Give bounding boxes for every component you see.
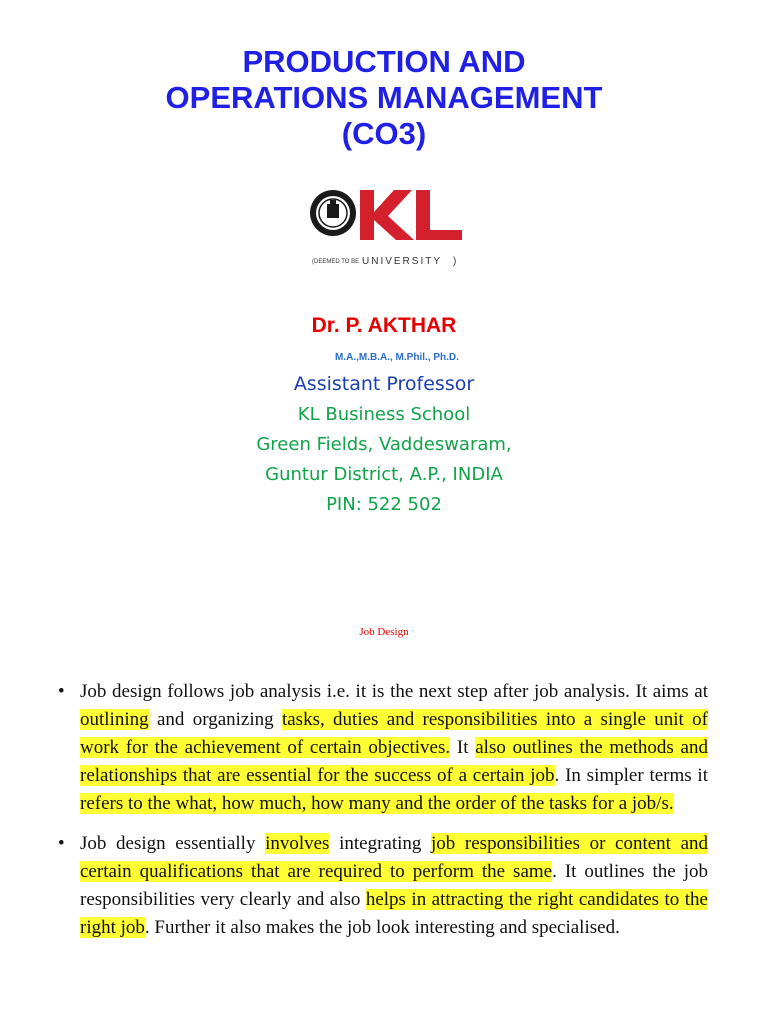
bullet-text: and organizing <box>148 709 282 730</box>
bullet-list <box>56 678 708 954</box>
author-role: Assistant Professor <box>293 373 475 395</box>
author-school: KL Business School <box>297 404 471 425</box>
highlighted-text: also outlines the methods and relationships that are essential for the success of a certain job <box>80 737 708 786</box>
highlighted-text: tasks, duties and responsibilities into a single unit of work for the achievement of certain objectives. <box>80 709 708 758</box>
title-line-3: (CO3) <box>341 116 427 151</box>
title-line-1: PRODUCTION AND <box>242 44 526 79</box>
logo-deemed-text: (DEEMED TO BE <box>312 259 360 265</box>
logo-paren-text: ) <box>453 256 457 267</box>
logo-university-text: UNIVERSITY <box>362 256 443 267</box>
highlighted-text: involves <box>265 833 330 854</box>
bullet-text: Job design essentially <box>80 833 266 854</box>
bullet-text: integrating <box>329 833 432 854</box>
kl-university-logo <box>308 184 464 270</box>
author-name: Dr. P. AKTHAR <box>311 314 457 337</box>
bullet-text: . Further it also makes the job look interesting and specialised. <box>144 917 620 938</box>
highlighted-text: job responsibilities or content and certain qualifications that are required to perform the same <box>80 833 709 882</box>
author-pin: PIN: 522 502 <box>326 494 442 515</box>
bullet-text: Job design follows job analysis i.e. it is the next step after job analysis. It aims at <box>80 681 708 702</box>
bullet-item-2 <box>56 830 708 942</box>
bullet-text: . In simpler terms it <box>554 765 708 786</box>
highlighted-text: outlining <box>80 709 149 730</box>
section-title: Job Design <box>359 626 409 638</box>
author-degrees: M.A.,M.B.A., M.Phil., Ph.D. <box>335 352 459 363</box>
bullet-text: . It outlines the job responsibilities very clearly and also <box>80 861 708 910</box>
author-address-line-1: Green Fields, Vaddeswaram, <box>256 434 512 455</box>
author-address-line-2: Guntur District, A.P., INDIA <box>265 464 503 485</box>
highlighted-text: helps in attracting the right candidates to the right job <box>80 889 708 938</box>
highlighted-text: refers to the what, how much, how many and the order of the tasks for a job/s. <box>80 793 674 814</box>
title-line-2: OPERATIONS MANAGEMENT <box>165 80 603 115</box>
bullet-item-1 <box>56 678 708 818</box>
bullet-text: It <box>450 737 476 758</box>
university-seal-icon <box>308 184 464 270</box>
